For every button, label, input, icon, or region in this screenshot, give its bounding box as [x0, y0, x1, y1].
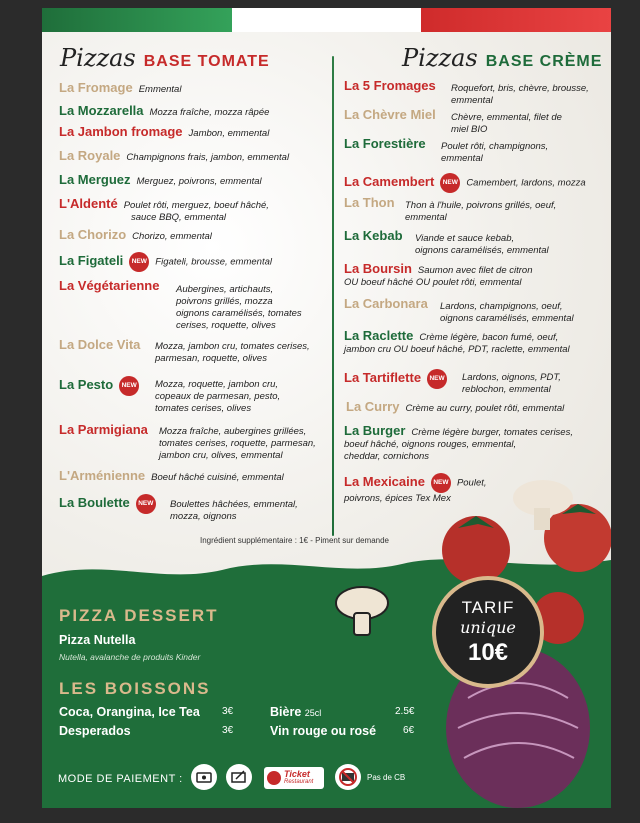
new-badge: NEW	[119, 376, 139, 396]
pizza-desc: mozza, oignons	[170, 511, 237, 522]
pizza-name: La Burger	[344, 423, 406, 438]
drink-name: Desperados	[59, 724, 131, 738]
no-card-icon	[335, 764, 361, 790]
menu-item	[344, 109, 442, 123]
pizza-desc: Chorizo, emmental	[132, 231, 212, 242]
pizza-desc-block	[170, 499, 298, 523]
pizza-desc: Lardons, oignons, PDT,	[462, 372, 561, 383]
pizza-desc: Poulet rôti, champignons,	[441, 141, 549, 152]
new-badge: NEW	[431, 473, 451, 493]
pizza-desc: miel BIO	[451, 124, 488, 135]
menu-item	[344, 330, 570, 356]
no-cb-label: Pas de CB	[367, 773, 406, 782]
cheque-icon	[226, 764, 252, 790]
pizza-desc-block	[441, 141, 548, 165]
pizza-name: La Royale	[59, 148, 121, 163]
pizza-desc: oignons caramélisés, emmental	[415, 245, 549, 256]
pizza-desc: Emmental	[138, 84, 182, 95]
pizza-desc-block	[451, 83, 589, 107]
pizza-desc: Mozza, roquette, jambon cru,	[155, 379, 279, 390]
menu-item	[344, 80, 442, 94]
tarif-label: TARIF	[461, 598, 515, 617]
menu-item	[59, 126, 269, 140]
pizza-desc: Thon à l'huile, poivrons grillés, oeuf,	[405, 200, 557, 211]
pizza-desc: OU boeuf hâché OU poulet rôti, emmental	[344, 277, 522, 288]
pizza-desc: Chèvre, emmental, filet de	[451, 112, 562, 123]
pizza-name: La Boulette	[59, 494, 130, 510]
pizza-desc: Crème au curry, poulet rôti, emmental	[405, 403, 565, 414]
menu-item	[346, 401, 564, 415]
header-base-tomate	[60, 44, 270, 72]
menu-item	[344, 173, 586, 193]
tarif-price: 10€	[467, 639, 509, 666]
supplement-note: Ingrédient supplémentaire : 1€ - Piment sur demande	[200, 536, 389, 545]
pizza-desc: Poulet rôti, merguez, boeuf hâché,	[123, 200, 269, 211]
new-badge: NEW	[440, 173, 460, 193]
drink-size: 25cl	[304, 708, 322, 718]
pizza-desc: poivrons grillés, mozza	[176, 296, 273, 307]
new-badge: NEW	[129, 252, 149, 272]
pizza-desc-block	[451, 112, 562, 136]
menu-item	[59, 150, 289, 164]
pizza-desc: jambon cru, olives, emmental	[159, 450, 283, 461]
italian-flag-banner	[42, 8, 611, 32]
base-tomate-title: BASE TOMATE	[143, 53, 270, 70]
pizza-name: La Carbonara	[344, 296, 428, 311]
pizza-name: La Mexicaine	[344, 473, 425, 489]
dessert-name: Pizza Nutella	[59, 633, 136, 647]
pizza-desc: Aubergines, artichauts,	[176, 284, 274, 295]
dessert-desc: Nutella, avalanche de produits Kinder	[59, 652, 201, 662]
menu-card	[42, 8, 611, 808]
pizza-desc: Lardons, champignons, oeuf,	[440, 301, 563, 312]
pizza-desc: Camembert, lardons, mozza	[466, 177, 586, 189]
pizza-desc-block	[415, 233, 549, 257]
menu-item	[59, 252, 272, 272]
pizza-name: L'Aldenté	[59, 196, 118, 211]
pizza-name: L'Arménienne	[59, 468, 146, 483]
pizza-desc: Saumon avec filet de citron	[417, 265, 533, 276]
pizza-name: La Jambon fromage	[59, 124, 183, 139]
pizza-desc: Crème légère burger, tomates cerises,	[411, 427, 573, 438]
base-creme-title: BASE CRÈME	[485, 53, 603, 70]
tarif-unique-label: unique	[460, 618, 516, 637]
drink-name	[270, 705, 321, 719]
pizza-desc: Jambon, emmental	[188, 128, 270, 139]
drink-price: 2.5€	[395, 706, 415, 717]
menu-item	[344, 425, 573, 463]
pizza-desc: oignons caramélisés, emmental	[440, 313, 574, 324]
pizza-desc: Poulet,	[456, 477, 487, 489]
pizza-desc: tomates cerises, roquette, parmesan,	[159, 438, 316, 449]
drink-name: Coca, Orangina, Ice Tea	[59, 705, 200, 719]
pizza-desc: cerises, roquette, olives	[176, 320, 276, 331]
pizza-desc: copeaux de parmesan, pesto,	[155, 391, 281, 402]
pizza-name: La Thon	[344, 195, 395, 210]
menu-item	[59, 470, 284, 484]
mushroom-icon	[334, 583, 390, 639]
pizza-desc-block	[155, 341, 310, 365]
pizza-desc: jambon cru OU boeuf hâché, PDT, raclette, emmental	[344, 344, 570, 355]
pizza-desc: parmesan, roquette, olives	[155, 353, 267, 364]
pizza-name: La Végétarienne	[59, 278, 160, 293]
menu-item	[344, 230, 409, 244]
menu-item	[344, 197, 401, 211]
drink-price: 3€	[222, 706, 234, 717]
menu-item	[59, 494, 162, 514]
pizza-desc: emmental	[441, 153, 483, 164]
menu-item	[59, 105, 269, 119]
pizza-name: La Pesto	[59, 376, 114, 392]
pizza-name: La Chèvre Miel	[344, 107, 436, 122]
pizza-desc: Mozza fraîche, mozza râpée	[149, 107, 270, 118]
menu-item	[344, 369, 453, 389]
pizza-desc: Figateli, brousse, emmental	[155, 256, 272, 268]
pizzas-script-title: Pizzas	[402, 44, 478, 72]
pizza-name: La Fromage	[59, 80, 133, 95]
pizza-name: La Kebab	[344, 228, 403, 243]
pizza-name: La Camembert	[344, 173, 435, 189]
tarif-unique-badge	[432, 576, 544, 688]
pizza-desc: Merguez, poivrons, emmental	[136, 176, 262, 187]
pizza-desc: tomates cerises, olives	[155, 403, 252, 414]
pizza-desc: emmental	[451, 95, 493, 106]
menu-item	[344, 298, 434, 312]
menu-item	[59, 280, 165, 294]
menu-item	[344, 263, 533, 289]
pizza-name: La Tartiflette	[344, 369, 422, 385]
cash-icon	[191, 764, 217, 790]
drink-price: 6€	[403, 725, 415, 736]
pizza-desc-block	[155, 379, 280, 415]
menu-item	[59, 229, 212, 243]
menu-item	[59, 82, 181, 96]
new-badge: NEW	[136, 494, 156, 514]
pizza-desc: Viande et sauce kebab,	[415, 233, 515, 244]
drink-name-text: Bière	[270, 705, 302, 719]
pizza-desc: sauce BBQ, emmental	[131, 212, 227, 223]
pizza-desc-block	[440, 301, 574, 325]
pizza-desc: poivrons, épices Tex Mex	[344, 493, 451, 504]
pizzas-script-title: Pizzas	[60, 44, 136, 72]
pizza-desc: Crème légère, bacon fumé, oeuf,	[419, 332, 559, 343]
pizza-desc: reblochon, emmental	[462, 384, 551, 395]
pizza-name: La Dolce Vita	[59, 337, 141, 352]
new-badge: NEW	[427, 369, 447, 389]
pizza-desc: oignons caramélisés, tomates	[176, 308, 302, 319]
pizza-desc-block	[176, 284, 302, 332]
pizza-desc: boeuf hâché, oignons rouges, emmental,	[344, 439, 517, 450]
pizza-name: La Merguez	[59, 172, 131, 187]
ticket-label: Ticket	[284, 769, 310, 779]
menu-item	[59, 376, 145, 396]
pizza-name: La Raclette	[344, 328, 414, 343]
pizza-desc: Roquefort, bris, chèvre, brousse,	[451, 83, 589, 94]
pizza-name: La Mozzarella	[59, 103, 144, 118]
pizza-desc-block	[462, 372, 561, 396]
pizza-desc: cheddar, cornichons	[344, 451, 430, 462]
pizza-desc-block	[159, 426, 316, 462]
pizza-desc: Mozza, jambon cru, tomates cerises,	[155, 341, 310, 352]
pizza-desc: Boulettes hâchées, emmental,	[170, 499, 298, 510]
pizza-desc: Champignons frais, jambon, emmental	[126, 152, 290, 163]
pizza-name: La Chorizo	[59, 227, 127, 242]
pizza-name: La Curry	[346, 399, 400, 414]
pizza-name: La Figateli	[59, 252, 124, 268]
payment-label: MODE DE PAIEMENT :	[58, 773, 183, 785]
pizza-name: La Forestière	[344, 136, 426, 151]
column-divider	[332, 56, 334, 536]
drink-name: Vin rouge ou rosé	[270, 724, 377, 738]
boissons-title: LES BOISSONS	[59, 679, 211, 698]
pizza-desc: Boeuf hâché cuisiné, emmental	[151, 472, 284, 483]
ticket-restaurant-logo	[264, 767, 324, 789]
header-base-creme	[402, 44, 602, 72]
pizza-name: La Parmigiana	[59, 422, 148, 437]
drink-price: 3€	[222, 725, 234, 736]
pizza-desc: Mozza fraîche, aubergines grillées,	[159, 426, 307, 437]
pizza-dessert-title: PIZZA DESSERT	[59, 606, 219, 625]
pizza-desc: emmental	[405, 212, 447, 223]
menu-item	[59, 174, 262, 188]
pizza-desc-block	[405, 200, 556, 224]
menu-item	[344, 138, 432, 152]
menu-item	[59, 339, 146, 353]
menu-item	[59, 198, 269, 224]
menu-item	[59, 424, 154, 438]
restaurant-label: Restaurant	[284, 779, 314, 785]
pizza-name: La 5 Fromages	[344, 78, 436, 93]
pizza-name: La Boursin	[344, 261, 412, 276]
